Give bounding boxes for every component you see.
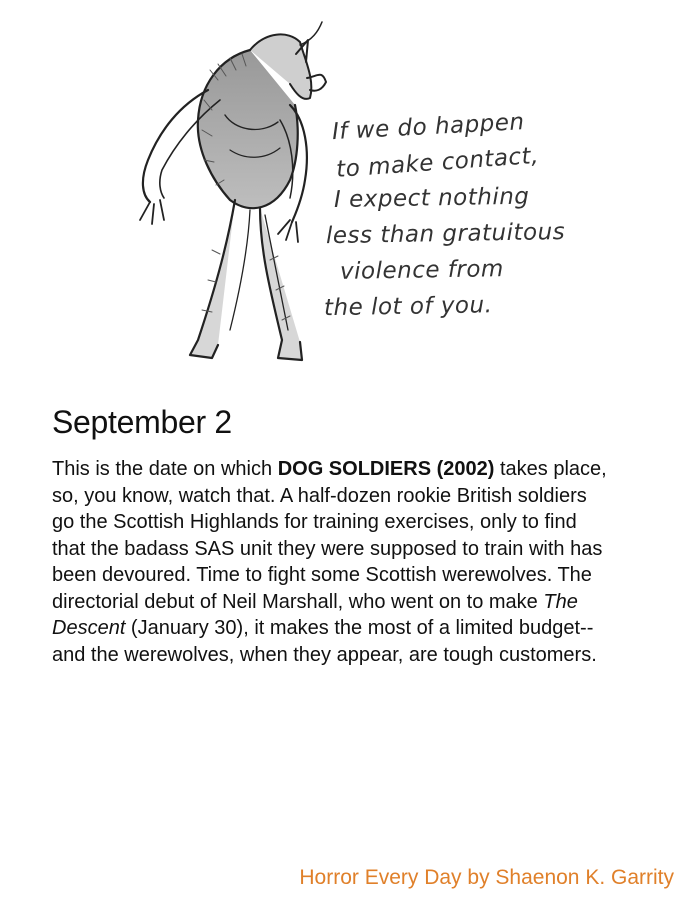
caption-line: less than gratuitous: [325, 218, 566, 250]
caption-line: violence from: [339, 256, 505, 285]
werewolf-figure: [140, 22, 326, 360]
movie-title-bold: DOG SOLDIERS (2002): [277, 458, 495, 480]
caption-line: the lot of you.: [323, 292, 493, 322]
caption-line: to make contact,: [335, 142, 540, 183]
entry-date-heading: September 2: [52, 404, 232, 440]
movie-title-italic: The Descent: [52, 590, 578, 639]
entry-text-part: takes place, so, you know, watch that. A half-dozen rookie British soldiers go the Scottish Highlands for training exercises, only to find that the badass SAS unit they were supposed to train with has been devoured. Time to fight some Scottish werewolves. The directorial debut of Neil Marshall, who went on to make: [52, 458, 607, 613]
author-credit: Horror Every Day by Shaenon K. Garrity: [299, 866, 674, 889]
entry-body-text: [52, 456, 612, 668]
illustration-caption: [320, 108, 580, 324]
caption-line: I expect nothing: [333, 183, 530, 214]
caption-line: If we do happen: [331, 109, 526, 146]
entry-text-part: (January 30), it makes the most of a limited budget--and the werewolves, when they appear, are tough customers.: [52, 617, 597, 666]
entry-text-part: This is the date on which: [52, 458, 278, 480]
